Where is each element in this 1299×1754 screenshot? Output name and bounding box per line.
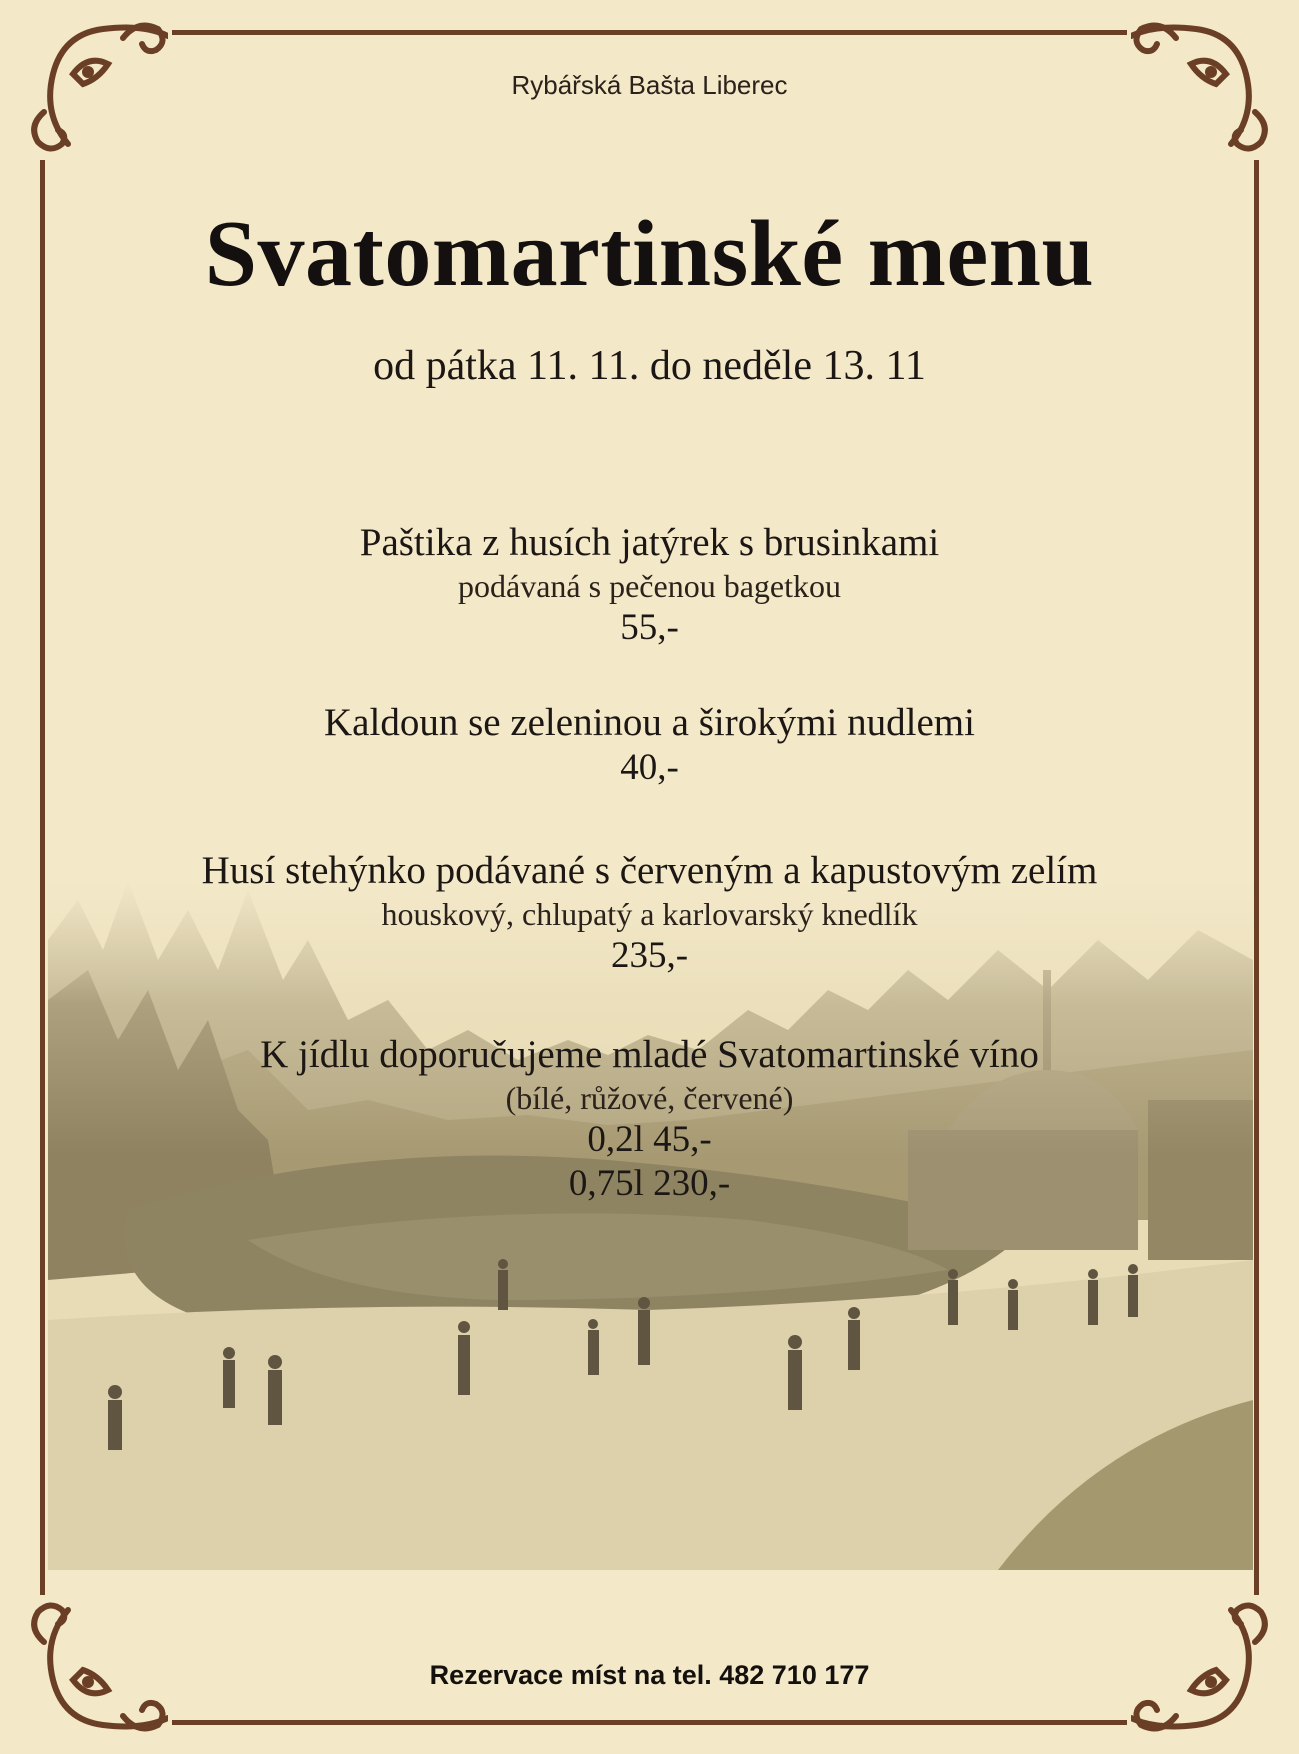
dish-description: podávaná s pečenou bagetkou [458,568,841,604]
dish-price: 235,- [610,935,689,976]
dish-price: 40,- [620,747,679,788]
menu-item [0,848,1299,978]
dish-name: Kaldoun se zeleninou a širokými nudlemi [324,701,975,744]
dish-price: 55,- [620,607,679,648]
frame-top-line [172,30,1127,35]
wine-price-small: 0,2l 45,- [587,1119,712,1160]
wine-price-large: 0,75l 230,- [568,1163,731,1204]
dish-name: Paštika z husích jatýrek s brusinkami [359,521,940,564]
menu-item [0,1032,1299,1206]
menu-dates: od pátka 11. 11. do neděle 13. 11 [373,343,926,389]
restaurant-name: Rybářská Bašta Liberec [511,70,788,100]
vintage-lake-photo [48,880,1253,1570]
dish-description: houskový, chlupatý a karlovarský knedlík [381,896,918,932]
dish-description: (bílé, růžové, červené) [505,1080,794,1116]
reservation-phone: Rezervace míst na tel. 482 710 177 [429,1660,870,1690]
menu-item [0,700,1299,790]
frame-bottom-line [172,1720,1127,1725]
dish-name: Husí stehýnko podávané s červeným a kapustovým zelím [201,849,1098,892]
menu-item [0,520,1299,650]
dish-name: K jídlu doporučujeme mladé Svatomartinské víno [260,1033,1039,1076]
menu-title: Svatomartinské menu [204,202,1095,306]
